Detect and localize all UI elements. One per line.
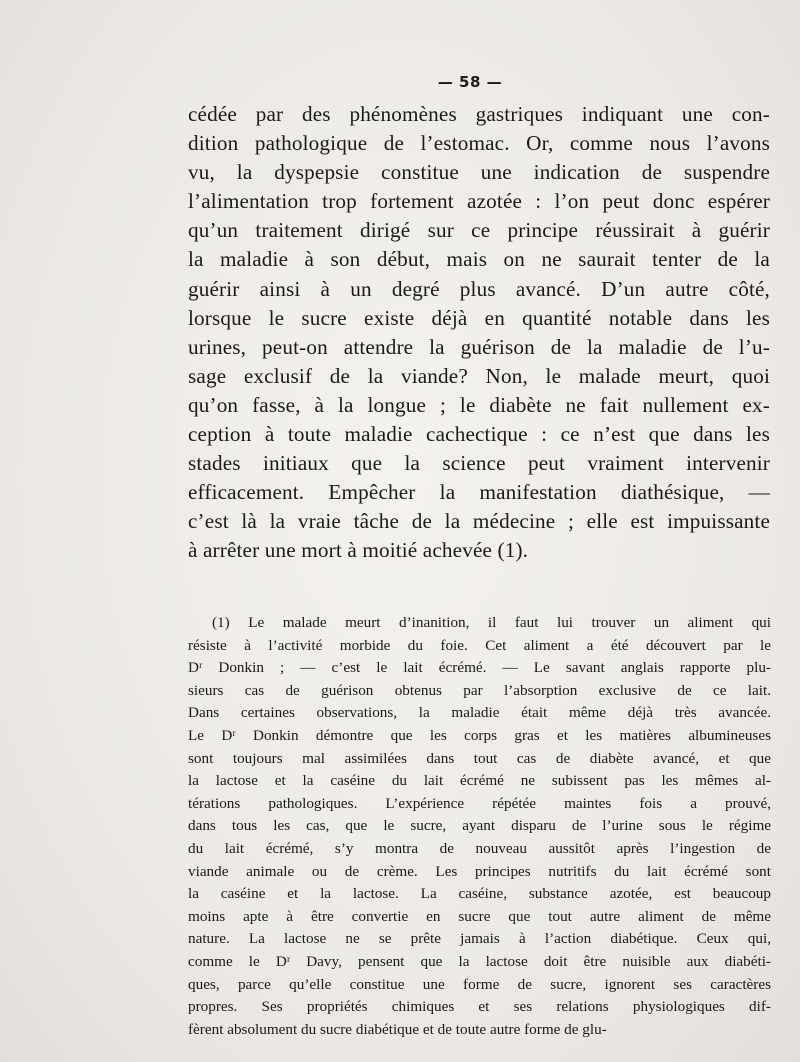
body-line: urines, peut-on attendre la guérison de la maladie de l’u- bbox=[188, 334, 770, 359]
body-line: stades initiaux que la science peut vraiment intervenir bbox=[188, 451, 770, 476]
page-number: — 58 — bbox=[437, 73, 503, 91]
body-line: c’est là la vraie tâche de la médecine ; elle est impuissante bbox=[188, 509, 770, 534]
footnote-line: viande animale ou de crème. Les principes nutritifs du lait écrémé sont bbox=[188, 862, 771, 880]
footnote-line: térations pathologiques. L’expérience répétée maintes fois a prouvé, bbox=[188, 794, 771, 812]
footnote-line: ques, parce qu’elle constitue une forme de sucre, ignorent ses caractères bbox=[188, 975, 771, 993]
footnote-line: du lait écrémé, s’y montra de nouveau aussitôt après l’ingestion de bbox=[188, 839, 771, 857]
footnote-line: (1) Le malade meurt d’inanition, il faut lui trouver un aliment qui bbox=[212, 614, 771, 631]
footnote-line: sont toujours mal assimilées dans tout cas de diabète avancé, et que bbox=[188, 749, 771, 767]
footnote-line: résiste à l’activité morbide du foie. Cet aliment a été découvert par le bbox=[188, 636, 771, 654]
body-line: qu’on fasse, à la longue ; le diabète ne fait nullement ex- bbox=[188, 392, 770, 417]
body-line: vu, la dyspepsie constitue une indication de suspendre bbox=[188, 160, 770, 185]
footnote-line: Dans certaines observations, la maladie était même déjà très avancée. bbox=[188, 704, 771, 722]
body-line: l’alimentation trop fortement azotée : l’on peut donc espérer bbox=[188, 189, 770, 214]
footnote-line: nature. La lactose ne se prête jamais à l’action diabétique. Ceux qui, bbox=[188, 930, 771, 948]
footnote-line: dans tous les cas, que le sucre, ayant disparu de l’urine sous le régime bbox=[188, 817, 771, 835]
body-line: efficacement. Empêcher la manifestation diathésique, — bbox=[188, 480, 770, 505]
body-line: dition pathologique de l’estomac. Or, comme nous l’avons bbox=[188, 131, 770, 156]
footnote-line: la lactose et la caséine du lait écrémé ne subissent pas les mêmes al- bbox=[188, 772, 771, 790]
body-line: ception à toute maladie cachectique : ce n’est que dans les bbox=[188, 422, 770, 447]
footnote-line: comme le Dʳ Davy, pensent que la lactose doit être nuisible aux diabéti- bbox=[188, 952, 771, 970]
body-line: la maladie à son début, mais on ne saurait tenter de la bbox=[188, 247, 770, 272]
body-line: cédée par des phénomènes gastriques indiquant une con- bbox=[188, 102, 770, 126]
footnote-line: moins apte à être convertie en sucre que tout autre aliment de même bbox=[188, 907, 771, 925]
footnote-line: sieurs cas de guérison obtenus par l’absorption exclusive de ce lait. bbox=[188, 681, 771, 699]
main-paragraph bbox=[188, 100, 770, 566]
footnote-line: propres. Ses propriétés chimiques et ses relations physiologiques dif- bbox=[188, 998, 771, 1016]
footnote-line: Dʳ Donkin ; — c’est le lait écrémé. — Le savant anglais rapporte plu- bbox=[188, 659, 771, 677]
footnote-line: Le Dʳ Donkin démontre que les corps gras et les matières albumineuses bbox=[188, 726, 771, 744]
body-line: à arrêter une mort à moitié achevée (1). bbox=[188, 538, 529, 563]
body-line: qu’un traitement dirigé sur ce principe réussirait à guérir bbox=[188, 218, 770, 243]
body-line: lorsque le sucre existe déjà en quantité notable dans les bbox=[188, 305, 770, 330]
body-line: guérir ainsi à un degré plus avancé. D’un autre côté, bbox=[188, 276, 770, 301]
footnote-line: la caséine et la lactose. La caséine, substance azotée, est beaucoup bbox=[188, 885, 771, 903]
body-line: sage exclusif de la viande? Non, le malade meurt, quoi bbox=[188, 363, 770, 388]
footnote bbox=[188, 612, 771, 1041]
footnote-line: fèrent absolument du sucre diabétique et de toute autre forme de glu- bbox=[188, 1020, 607, 1038]
